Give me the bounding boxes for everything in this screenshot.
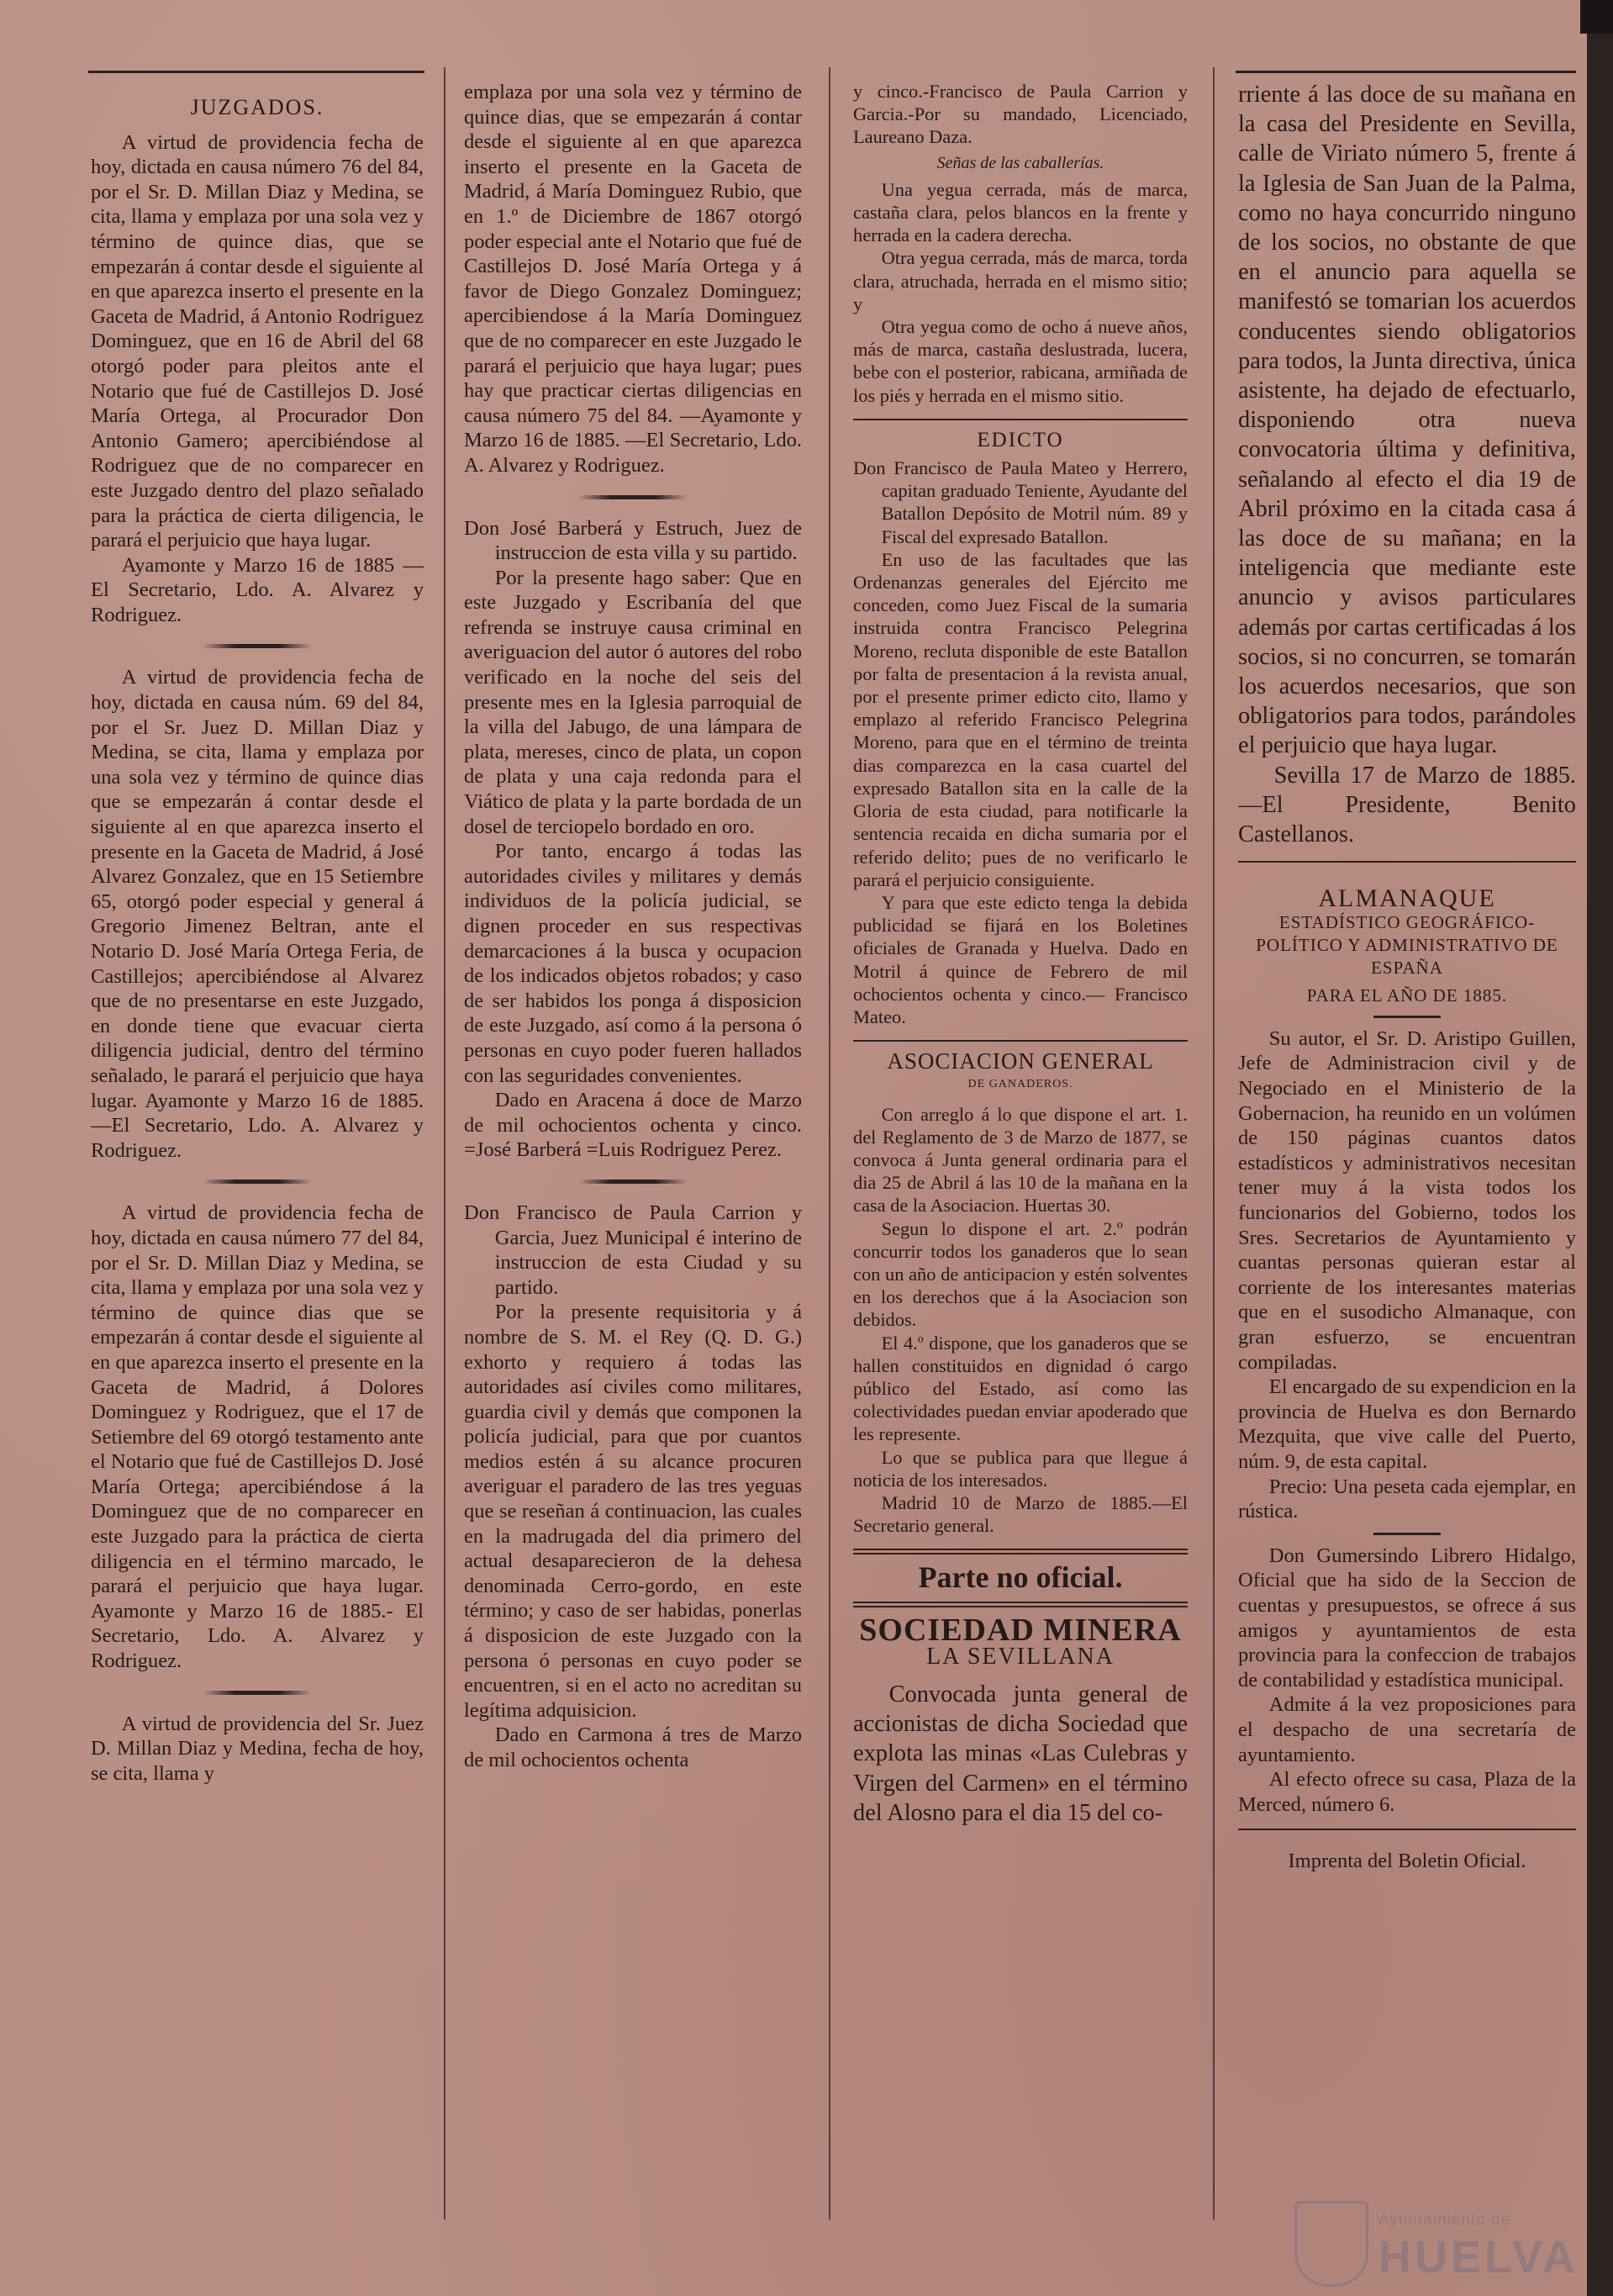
notice-paragraph: El 4.º dispone, que los ganaderos que se hallen constituidos en dignidad ó cargo público del Estado, así como las colectividades puedan enviar apoderado que les represente.	[853, 1332, 1188, 1445]
notice-paragraph: Al efecto ofrece su casa, Plaza de la Merced, número 6.	[1238, 1768, 1576, 1816]
column-2	[464, 80, 802, 2266]
page-corner	[1580, 0, 1613, 34]
column-3	[853, 80, 1188, 2266]
notice-paragraph: En uso de las facultades que las Ordenanzas generales del Ejército me conceden, como Juez Fiscal de la sumaria instruida contra Francisco Pelegrina Moreno, recluta disponible de este Batallon por falta de presentacion á la revista anual, por el presente primer edicto cito, llamo y emplazo al referido Francisco Pelegrina Moreno, para que en el término de treinta dias comparezca en la casa cuartel del expresado Batallon sita en la calle de la Gloria de esta ciudad, para notificarle la sentencia recaida en dicha sumaria por el referido delito; pues de no verificarlo le parará el perjuicio consiguiente.	[853, 548, 1188, 890]
notice-heading: Don José Barberá y Estruch, Juez de instruccion de esta villa y su partido.	[464, 516, 802, 565]
watermark-line2: HUELVA	[1378, 2232, 1579, 2283]
page-edge	[1587, 0, 1613, 2296]
notice-paragraph: Por tanto, encargo á todas las autoridades civiles y militares y demás individuos de la policía judicial, se dignen proceder en sus respectivas demarcaciones á la busca y ocupacion de los indicados objetos robados; y caso de ser habidos los ponga á disposicion de este Juzgado, así como á la persona ó personas en cuyo poder fueren hallados con las seguridades convenientes.	[464, 840, 802, 1087]
section-rule	[853, 419, 1188, 420]
senas-caption: Señas de las caballerías.	[936, 153, 1104, 172]
notice-paragraph: Dado en Aracena á doce de Marzo de mil ochocientos ochenta y cinco. =José Barberá =Luis Rodriguez Perez.	[464, 1089, 802, 1162]
ornament-divider	[203, 1180, 312, 1184]
column-rule	[1213, 67, 1215, 2219]
archive-watermark	[1294, 2196, 1579, 2288]
coat-of-arms-icon	[1294, 2201, 1368, 2287]
watermark-line1: Ayuntamiento de	[1378, 2211, 1511, 2229]
column-rule	[444, 67, 445, 2219]
notice-paragraph: emplaza por una sola vez y término de quince dias, que se empezarán á contar desde el siguiente al en que aparezca inserto el presente en la Gaceta de Madrid, á María Dominguez Rubio, que en 1.º de Diciembre de 1867 otorgó poder especial ante el Notario que fué de Castillejos D. José María Ortega y á favor de Diego Gonzalez Dominguez; apercibiendose á la María Dominguez que de no comparecer en este Juzgado le parará el perjuicio que haya lugar; pues hay que practicar ciertas diligencias en causa número 75 del 84. —Ayamonte y Marzo 16 de 1885. —El Secretario, Ldo. A. Alvarez y Rodriguez.	[464, 81, 802, 477]
notice-paragraph: Admite á la vez proposiciones para el despacho de una secretaría de ayuntamiento.	[1238, 1693, 1576, 1766]
section-double-rule	[853, 1549, 1188, 1554]
section-rule	[853, 1040, 1188, 1042]
notice-paragraph: Dado en Carmona á tres de Marzo de mil ochocientos ochenta	[464, 1723, 802, 1771]
notice-paragraph: Otra yegua cerrada, más de marca, torda clara, atruchada, herrada en el mismo sitio; y	[853, 247, 1188, 314]
notice-paragraph: Convocada junta general de accionistas de dicha Sociedad que explota las minas «Las Culebras y Virgen del Carmen» en el término del Alosno para el dia 15 del co-	[853, 1681, 1188, 1826]
notice-paragraph: A virtud de providencia del Sr. Juez D. Millan Diaz y Medina, fecha de hoy, se cita, llama y	[91, 1712, 424, 1785]
asociacion-subheading: DE GANADEROS.	[967, 1078, 1073, 1091]
column-1	[91, 80, 424, 2266]
notice-paragraph: Segun lo dispone el art. 2.º podrán concurrir todos los ganaderos que lo sean con un año de anticipacion y estén solventes en los derechos que á la Asociacion son debidos.	[853, 1217, 1188, 1331]
parte-no-oficial-heading: Parte no oficial.	[918, 1560, 1123, 1595]
ornament-divider	[1373, 1016, 1441, 1018]
notice-paragraph: Su autor, el Sr. D. Aristipo Guillen, Jefe de Administracion civil y de Negociado en el Ministerio de la Gobernacion, ha reunido en un volúmen de 150 páginas cuantos datos estadísticos y administrativos necesitan tener muy á la vista todos los funcionarios del Gobierno, todos los Sres. Secretarios de Ayuntamiento y cuantas personas quieran estar al corriente de los interesantes materias que en el susodicho Almanaque, con gran esfuerzo, se encuentran compiladas.	[1238, 1027, 1576, 1374]
sociedad-minera-subheading: LA SEVILLANA	[926, 1643, 1115, 1670]
notice-paragraph: rriente á las doce de su mañana en la casa del Presidente en Sevilla, calle de Viriato número 5, frente á la Iglesia de San Juan de la Palma, como no haya concurrido ninguno de los socios, no obstante de que en el anuncio para aquella se manifestó se tomarian los acuerdos conducentes siendo obligatorios para todos, la Junta directiva, única asistente, ha dejado de efectuarlo, disponiendo otra nueva convocatoria última y definitiva, señalando al efecto el dia 19 de Abril próximo en la citada casa á las doce de su mañana; en la inteligencia que mediante este anuncio y avisos particulares además por cartas certificadas á los socios, si no concurren, se tomarán los acuerdos necesarios, que son obligatorios para todos, parándoles el perjuicio que haya lugar.	[1238, 82, 1576, 759]
notice-paragraph: A virtud de providencia fecha de hoy, dictada en causa número 77 del 84, por el Sr. D. Millan Diaz y Medina, se cita, llama y emplaza por una sola vez y término de quince dias que se empezarán á contar desde el siguiente al en que aparezca inserto el presente en la Gaceta de Madrid, á Dolores Dominguez y Rodriguez, que el 17 de Setiembre del 69 otorgó testamento ante el Notario que fué de Castillejos D. José María Ortega; apercibiéndose á la Dominguez que de no comparecer en este Juzgado para la práctica de cierta diligencia en el término marcado, le parará el perjuicio que haya lugar. Ayamonte y Marzo 16 de 1885.- El Secretario, Ldo. A. Alvarez y Rodriguez.	[91, 1201, 424, 1673]
notice-paragraph: Por la presente requisitoria y á nombre de S. M. el Rey (Q. D. G.) exhorto y requiero á todas las autoridades así civiles como militares, guardia civil y demás que componen la policía judicial, para que por cuantos medios estén á su alcance procuren averiguar el paradero de las tres yeguas que se reseñan á continuacion, las cuales en la madrugada del dia primero del actual desaparecieron de la dehesa denominada Cerro-gordo, en este término; y caso de ser habidas, ponerlas á disposicion de este Juzgado con la persona ó personas en cuyo poder se encuentren, si en el acto no acreditan su legítima adquisicion.	[464, 1301, 802, 1722]
notice-signature: Sevilla 17 de Marzo de 1885.—El Presidente, Benito Castellanos.	[1238, 762, 1576, 848]
notice-paragraph: Otra yegua como de ocho á nueve años, más de marca, castaña deslustrada, lucera, bebe con el posterior, rabicana, armiñada de los piés y herrada en el mismo sitio.	[853, 316, 1188, 406]
notice-paragraph: Y para que este edicto tenga la debida publicidad se fijará en los Boletines oficiales de Granada y Huelva. Dado en Motril á quince de Febrero de mil ochocientos ochenta y cinco.— Francisco Mateo.	[853, 891, 1188, 1027]
notice-paragraph: A virtud de providencia fecha de hoy, dictada en causa número 76 del 84, por el Sr. D. Millan Diaz y Medina, se cita, llama y emplaza por una sola vez y término de quince dias, que se empezarán á contar desde el siguiente al en que aparezca inserto el presente en la Gaceta de Madrid, á Antonio Rodriguez Dominguez, que en 16 de Abril del 68 otorgó poder para pleitos ante el Notario que fué de Castillejos D. José María Ortega, al Procurador Don Antonio Gamero; apercibiéndose al Rodriguez que de no comparecer en este Juzgado dentro del plazo señalado para la práctica de cierta diligencia, le parará el perjuicio que haya lugar.	[91, 130, 424, 552]
notice-signature: Ayamonte y Marzo 16 de 1885 — El Secretario, Ldo. A. Alvarez y Rodriguez.	[91, 553, 424, 626]
notice-paragraph: y cinco.-Francisco de Paula Carrion y Garcia.-Por su mandado, Licenciado, Laureano Daza.	[853, 81, 1188, 148]
column-4	[1238, 80, 1576, 2266]
notice-heading: Don Francisco de Paula Mateo y Herrero, capitan graduado Teniente, Ayudante del Batallon Depósito de Motril núm. 89 y Fiscal del expresado Batallon.	[853, 457, 1188, 547]
section-rule	[1238, 861, 1576, 863]
almanaque-year: PARA EL AÑO DE 1885.	[1306, 984, 1508, 1005]
edicto-heading: EDICTO	[977, 428, 1064, 451]
section-rule	[1238, 1829, 1576, 1830]
notice-paragraph: El encargado de su expendicion en la provincia de Huelva es don Bernardo Mezquita, que vive calle del Puerto, núm. 9, de esta capital.	[1238, 1375, 1576, 1473]
notice-paragraph: A virtud de providencia fecha de hoy, dictada en causa núm. 69 del 84, por el Sr. Juez D. Millan Diaz y Medina, se cita, llama y emplaza por una sola vez y término de quince dias que se empezarán á contar desde el siguiente al en que aparezca inserto el presente en la Gaceta de Madrid, á José Alvarez Gonzalez, que en 15 Setiembre 65, otorgó poder especial y general á Gregorio Jimenez Beltran, ante el Notario D. José María Ortega Feria, de Castillejos; apercibiéndose al Alvarez que de no presentarse en este Juzgado, en donde tiene que evacuar cierta diligencia judicial, dentro del término señalado, le parará el perjuicio que haya lugar. Ayamonte y Marzo 16 de 1885. —El Secretario, Ldo. A. Alvarez y Rodriguez.	[91, 666, 424, 1162]
notice-paragraph: Precio: Una peseta cada ejemplar, en rústica.	[1238, 1475, 1576, 1523]
notice-paragraph: Con arreglo á lo que dispone el art. 1. del Reglamento de 3 de Marzo de 1877, se convoca á Junta general ordinaria para el dia 25 de Abril á las 10 de la mañana en la casa de la Asociacion. Huertas 30.	[853, 1103, 1188, 1217]
ornament-divider	[203, 644, 312, 648]
notice-paragraph: Lo que se publica para que llegue á noticia de los interesados.	[853, 1446, 1188, 1491]
top-rule	[1236, 71, 1576, 73]
almanaque-heading: ALMANAQUE	[1318, 884, 1496, 913]
column-rule	[829, 67, 830, 2219]
notice-paragraph: Por la presente hago saber: Que en este Juzgado y Escribanía del que refrenda se instruye causa criminal en averiguacion del autor ó autores del robo verificado en la noche del seis del presente mes en la Iglesia parroquial de la villa del Jabugo, de una lámpara de plata, mereses, cinco de plata, un copon de plata y una caja redonda para el Viático de plata y la parte bordada de un dosel de terciopelo bordado en oro.	[464, 566, 802, 838]
notice-paragraph: Madrid 10 de Marzo de 1885.—El Secretario general.	[853, 1491, 1188, 1537]
ornament-divider	[203, 1691, 312, 1695]
notice-paragraph: Una yegua cerrada, más de marca, castaña clara, pelos blancos en la frente y herrada en la cadera derecha.	[853, 178, 1188, 246]
notice-heading: Don Francisco de Paula Carrion y Garcia, Juez Municipal é interino de instruccion de esta Ciudad y su partido.	[464, 1201, 802, 1299]
top-rule	[88, 71, 424, 73]
section-heading-juzgados: JUZGADOS.	[190, 95, 324, 119]
imprenta-footer: Imprenta del Boletin Oficial.	[1288, 1850, 1526, 1873]
notice-paragraph: Don Gumersindo Librero Hidalgo, Oficial que ha sido de la Seccion de cuentas y presupuestos, se ofrece á sus amigos y ayuntamientos de esta provincia para la confeccion de trabajos de contabilidad y estadística municipal.	[1238, 1544, 1576, 1692]
ornament-divider	[578, 495, 688, 499]
section-double-rule	[853, 1602, 1188, 1607]
almanaque-subheading: ESTADÍSTICO GEOGRÁFICO-POLÍTICO Y ADMINISTRATIVO DE ESPAÑA	[1256, 911, 1558, 978]
ornament-divider	[1373, 1533, 1441, 1535]
asociacion-heading: ASOCIACION GENERAL	[887, 1048, 1154, 1074]
sociedad-minera-heading: SOCIEDAD MINERA	[859, 1612, 1182, 1648]
ornament-divider	[578, 1180, 688, 1184]
